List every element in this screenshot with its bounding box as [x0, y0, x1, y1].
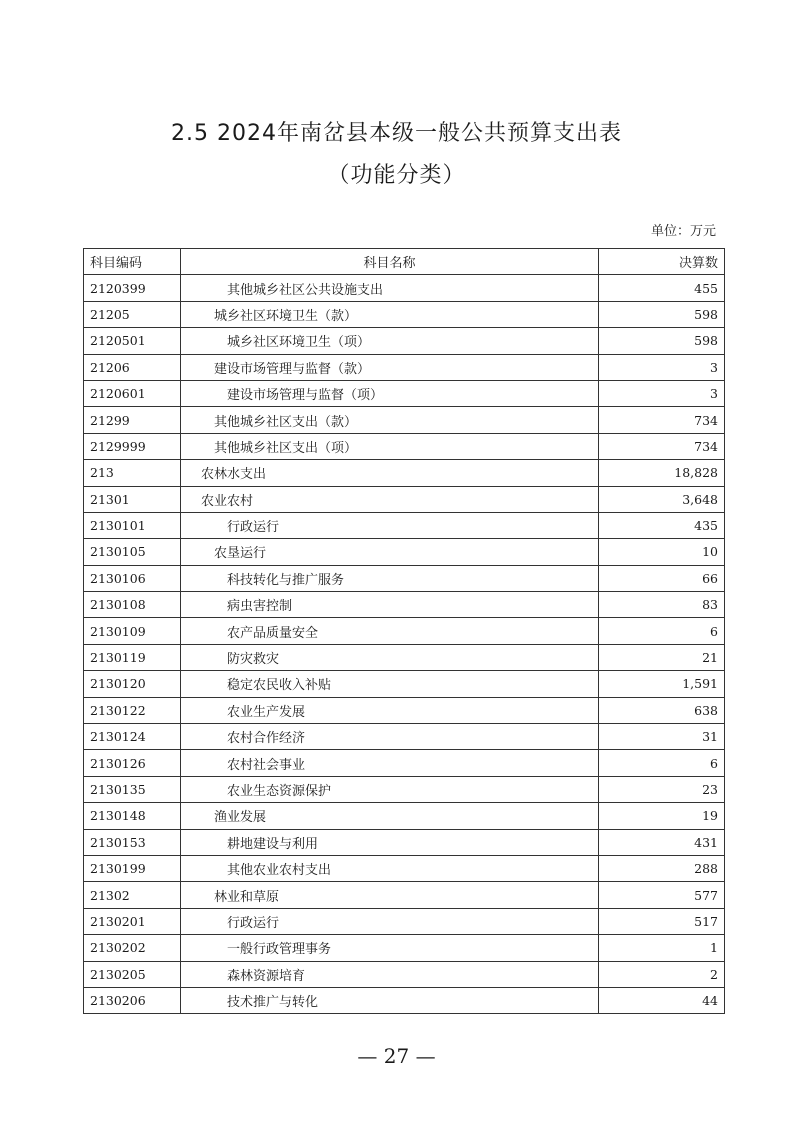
cell-code: 21301	[84, 486, 181, 512]
cell-code: 2130108	[84, 592, 181, 618]
column-header-code: 科目编码	[84, 249, 181, 275]
table-row	[84, 512, 725, 538]
page-subtitle: （功能分类）	[327, 163, 466, 188]
cell-value: 3,648	[599, 486, 725, 512]
cell-name: 其他农业农村支出	[181, 855, 599, 881]
cell-value: 598	[599, 328, 725, 354]
cell-value: 734	[599, 433, 725, 459]
cell-code: 2120399	[84, 275, 181, 301]
cell-code: 2120501	[84, 328, 181, 354]
cell-code: 2130124	[84, 724, 181, 750]
table-body	[84, 275, 725, 1014]
cell-value: 31	[599, 724, 725, 750]
cell-value: 10	[599, 539, 725, 565]
table-row	[84, 855, 725, 881]
cell-code: 21205	[84, 301, 181, 327]
table-row	[84, 776, 725, 802]
cell-value: 66	[599, 565, 725, 591]
cell-name: 建设市场管理与监督（款）	[181, 354, 599, 380]
cell-code: 2130153	[84, 829, 181, 855]
table-row	[84, 644, 725, 670]
cell-code: 21206	[84, 354, 181, 380]
cell-name: 行政运行	[181, 512, 599, 538]
cell-code: 2130106	[84, 565, 181, 591]
cell-value: 288	[599, 855, 725, 881]
table-row	[84, 433, 725, 459]
table-row	[84, 671, 725, 697]
cell-code: 213	[84, 460, 181, 486]
cell-name: 稳定农民收入补贴	[181, 671, 599, 697]
table-row	[84, 829, 725, 855]
cell-value: 23	[599, 776, 725, 802]
cell-name: 农垦运行	[181, 539, 599, 565]
cell-name: 林业和草原	[181, 882, 599, 908]
table-row	[84, 935, 725, 961]
cell-code: 2130101	[84, 512, 181, 538]
table-row	[84, 987, 725, 1013]
cell-name: 农业农村	[181, 486, 599, 512]
table-row	[84, 724, 725, 750]
cell-value: 19	[599, 803, 725, 829]
cell-value: 598	[599, 301, 725, 327]
page-number: — 27 —	[357, 1044, 436, 1068]
cell-code: 2130126	[84, 750, 181, 776]
cell-code: 21299	[84, 407, 181, 433]
table-row	[84, 328, 725, 354]
column-header-value: 决算数	[599, 249, 725, 275]
cell-value: 734	[599, 407, 725, 433]
cell-name: 农业生产发展	[181, 697, 599, 723]
table-row	[84, 486, 725, 512]
table-row	[84, 539, 725, 565]
cell-code: 2130201	[84, 908, 181, 934]
cell-name: 耕地建设与利用	[181, 829, 599, 855]
table-row	[84, 460, 725, 486]
cell-name: 渔业发展	[181, 803, 599, 829]
cell-name: 森林资源培育	[181, 961, 599, 987]
cell-code: 2129999	[84, 433, 181, 459]
table-row	[84, 407, 725, 433]
cell-value: 6	[599, 750, 725, 776]
cell-value: 6	[599, 618, 725, 644]
cell-code: 2130135	[84, 776, 181, 802]
cell-name: 其他城乡社区支出（项）	[181, 433, 599, 459]
cell-value: 1	[599, 935, 725, 961]
table-row	[84, 750, 725, 776]
cell-value: 83	[599, 592, 725, 618]
cell-name: 建设市场管理与监督（项）	[181, 380, 599, 406]
table-row	[84, 380, 725, 406]
cell-value: 455	[599, 275, 725, 301]
cell-code: 2130122	[84, 697, 181, 723]
cell-value: 21	[599, 644, 725, 670]
table-row	[84, 961, 725, 987]
cell-name: 农业生态资源保护	[181, 776, 599, 802]
cell-name: 城乡社区环境卫生（项）	[181, 328, 599, 354]
cell-code: 2130206	[84, 987, 181, 1013]
cell-code: 2130109	[84, 618, 181, 644]
cell-value: 44	[599, 987, 725, 1013]
cell-name: 农村社会事业	[181, 750, 599, 776]
cell-value: 3	[599, 354, 725, 380]
cell-value: 577	[599, 882, 725, 908]
cell-value: 1,591	[599, 671, 725, 697]
cell-value: 2	[599, 961, 725, 987]
cell-name: 一般行政管理事务	[181, 935, 599, 961]
column-header-name: 科目名称	[181, 249, 599, 275]
cell-value: 638	[599, 697, 725, 723]
cell-name: 行政运行	[181, 908, 599, 934]
cell-name: 技术推广与转化	[181, 987, 599, 1013]
cell-code: 2130120	[84, 671, 181, 697]
cell-name: 农村合作经济	[181, 724, 599, 750]
cell-value: 3	[599, 380, 725, 406]
cell-value: 431	[599, 829, 725, 855]
cell-code: 2130119	[84, 644, 181, 670]
table-row	[84, 697, 725, 723]
table-row	[84, 882, 725, 908]
table-row	[84, 592, 725, 618]
table-header-row	[84, 249, 725, 275]
cell-code: 2130202	[84, 935, 181, 961]
cell-value: 18,828	[599, 460, 725, 486]
page-title: 2.5 2024年南岔县本级一般公共预算支出表	[171, 121, 622, 146]
table-row	[84, 565, 725, 591]
table-row	[84, 803, 725, 829]
table-row	[84, 275, 725, 301]
cell-name: 其他城乡社区公共设施支出	[181, 275, 599, 301]
table-row	[84, 354, 725, 380]
cell-code: 2130105	[84, 539, 181, 565]
cell-name: 农产品质量安全	[181, 618, 599, 644]
cell-name: 农林水支出	[181, 460, 599, 486]
cell-code: 2130199	[84, 855, 181, 881]
cell-name: 防灾救灾	[181, 644, 599, 670]
cell-code: 2130148	[84, 803, 181, 829]
cell-value: 517	[599, 908, 725, 934]
cell-name: 科技转化与推广服务	[181, 565, 599, 591]
cell-name: 城乡社区环境卫生（款）	[181, 301, 599, 327]
cell-value: 435	[599, 512, 725, 538]
table-row	[84, 908, 725, 934]
unit-label: 单位：万元	[650, 224, 716, 239]
budget-table	[83, 248, 725, 1014]
cell-code: 2130205	[84, 961, 181, 987]
cell-name: 其他城乡社区支出（款）	[181, 407, 599, 433]
table-row	[84, 301, 725, 327]
table-row	[84, 618, 725, 644]
cell-code: 21302	[84, 882, 181, 908]
cell-name: 病虫害控制	[181, 592, 599, 618]
cell-code: 2120601	[84, 380, 181, 406]
